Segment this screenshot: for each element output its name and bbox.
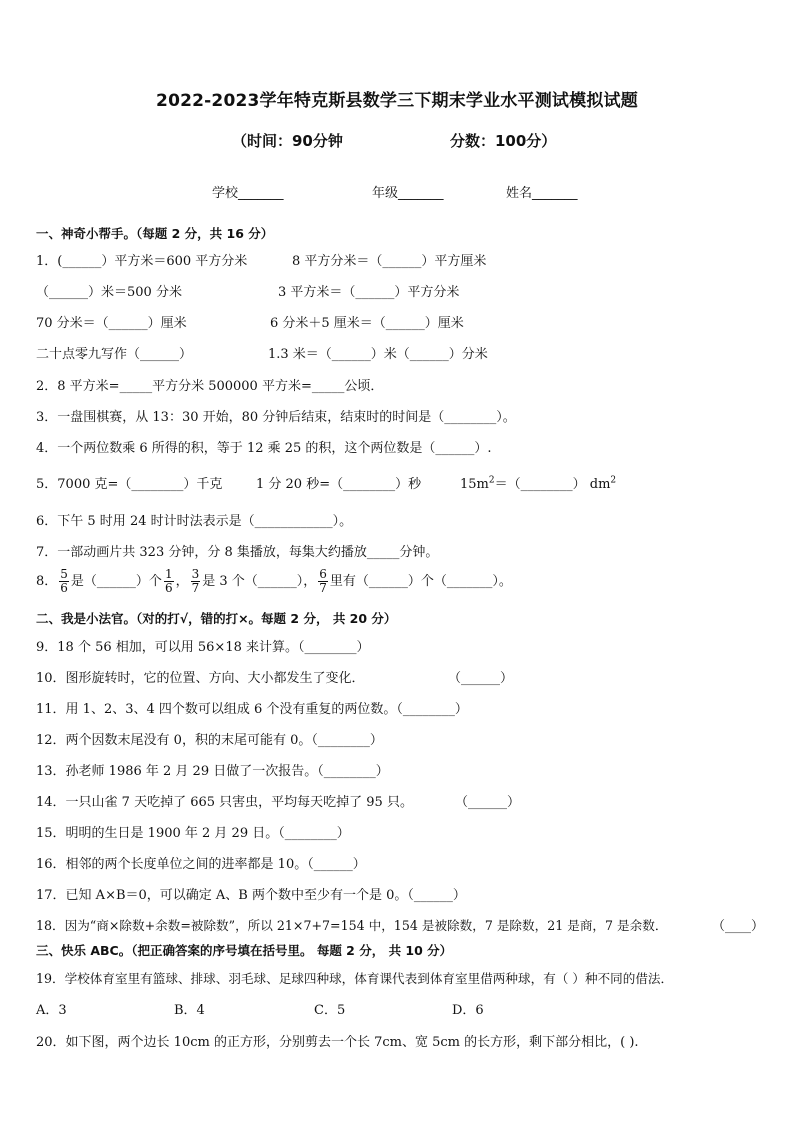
fraction-5-6	[59, 568, 69, 595]
q1h: 1.3 米＝（______）米（______）分米	[268, 347, 488, 362]
q15: 15．明明的生日是 1900 年 2 月 29 日。（________）	[36, 826, 350, 841]
q1e: 70 分米＝（______）厘米	[36, 316, 187, 331]
fraction-3-7	[191, 568, 201, 595]
q8	[36, 568, 512, 595]
q13: 13．孙老师 1986 年 2 月 29 日做了一次报告。（________）	[36, 764, 389, 779]
q19-option-d: D．6	[452, 1003, 484, 1018]
numerator: 3	[191, 567, 200, 581]
q5c-right: ＝（________） dm	[494, 477, 611, 492]
q16: 16．相邻的两个长度单位之间的进率都是 10。（______）	[36, 857, 366, 872]
q14: 14．一只山雀 7 天吃掉了 665 只害虫，平均每天吃掉了 95 只。	[36, 795, 413, 810]
section-1-heading: 一、神奇小帮手。（每题 2 分，共 16 分）	[36, 226, 274, 241]
q5c-sup1: 2	[488, 475, 495, 486]
denominator: 7	[191, 581, 200, 595]
q8-text3: 是 3 个（______），	[202, 574, 317, 589]
denominator: 6	[164, 581, 173, 595]
grade-field: 年级_______	[372, 186, 444, 201]
numerator: 5	[60, 567, 68, 581]
denominator: 7	[319, 581, 327, 595]
q8-text2: ，	[175, 574, 189, 589]
q1f: 6 分米＋5 厘米＝（______）厘米	[270, 316, 464, 331]
section-3-heading: 三、快乐 ABC。（把正确答案的序号填在括号里。 每题 2 分， 共 10 分）	[36, 943, 453, 958]
q1g: 二十点零九写作（______）	[36, 347, 193, 362]
q12: 12．两个因数末尾没有 0，积的末尾可能有 0。（________）	[36, 733, 383, 748]
q19-option-c: C．5	[314, 1003, 346, 1018]
name-field: 姓名_______	[506, 186, 578, 201]
q17: 17．已知 A×B＝0，可以确定 A、B 两个数中至少有一个是 0。（______）	[36, 888, 466, 903]
q1a: 1．(______）平方米＝600 平方分米	[36, 254, 248, 269]
section-2-heading: 二、我是小法官。（对的打√，错的打×。每题 2 分， 共 20 分）	[36, 611, 397, 626]
q8-prefix: 8．	[36, 574, 58, 589]
q8-text4: 里有（______）个（_______）。	[329, 574, 512, 589]
q6: 6．下午 5 时用 24 时计时法表示是（____________）。	[36, 514, 353, 529]
q5c-sup2: 2	[610, 475, 617, 486]
q19-option-b: B．4	[174, 1003, 205, 1018]
q10: 10．图形旋转时，它的位置、方向、大小都发生了变化．	[36, 671, 365, 686]
school-field: 学校_______	[212, 186, 284, 201]
q5c	[460, 473, 616, 492]
q5a: 5．7000 克=（________）千克	[36, 477, 223, 492]
q1c: （______）米＝500 分米	[36, 285, 182, 300]
q9: 9．18 个 56 相加，可以用 56×18 来计算。（________）	[36, 640, 370, 655]
q4: 4．一个两位数乘 6 所得的积，等于 12 乘 25 的积，这个两位数是（______）.	[36, 441, 492, 456]
page-title: 2022-2023学年特克斯县数学三下期末学业水平测试模拟试题	[156, 91, 638, 111]
q18: 18．因为“商×除数+余数=被除数”，所以 21×7+7=154 中，154 是被除数，7 是除数，21 是商，7 是余数．	[36, 918, 668, 933]
q11: 11．用 1、2、3、4 四个数可以组成 6 个没有重复的两位数。（________）	[36, 702, 468, 717]
fraction-6-7	[318, 568, 328, 595]
q8-text1: 是（______）个	[70, 574, 162, 589]
numerator: 1	[164, 567, 173, 581]
q5b: 1 分 20 秒=（________）秒	[256, 477, 422, 492]
q18-blank: （____）	[712, 919, 765, 934]
q10-blank: （______）	[448, 671, 514, 686]
denominator: 6	[60, 581, 68, 595]
q7: 7．一部动画片共 323 分钟，分 8 集播放，每集大约播放_____分钟。	[36, 545, 439, 560]
fraction-1-6	[164, 568, 174, 595]
numerator: 6	[319, 567, 327, 581]
q1d: 3 平方米＝（______）平方分米	[278, 285, 460, 300]
exam-time: （时间：90分钟	[232, 132, 343, 150]
q14-blank: （______）	[455, 795, 521, 810]
q19-option-a: A．3	[36, 1003, 67, 1018]
q5c-left: 15m	[460, 477, 489, 492]
q20: 20．如下图，两个边长 10cm 的正方形，分别剪去一个长 7cm、宽 5cm 的长方形，剩下部分相比，( ).	[36, 1035, 639, 1050]
q19: 19．学校体育室里有篮球、排球、羽毛球、足球四种球，体育课代表到体育室里借两种球，有（ ）种不同的借法．	[36, 971, 674, 986]
q2: 2．8 平方米=_____平方分米 500000 平方米=_____公顷．	[36, 379, 384, 394]
exam-score: 分数：100分）	[450, 132, 557, 150]
q1b: 8 平方分米＝（______）平方厘米	[292, 254, 487, 269]
q3: 3．一盘围棋赛，从 13：30 开始，80 分钟后结束，结束时的时间是（________）。	[36, 410, 516, 425]
